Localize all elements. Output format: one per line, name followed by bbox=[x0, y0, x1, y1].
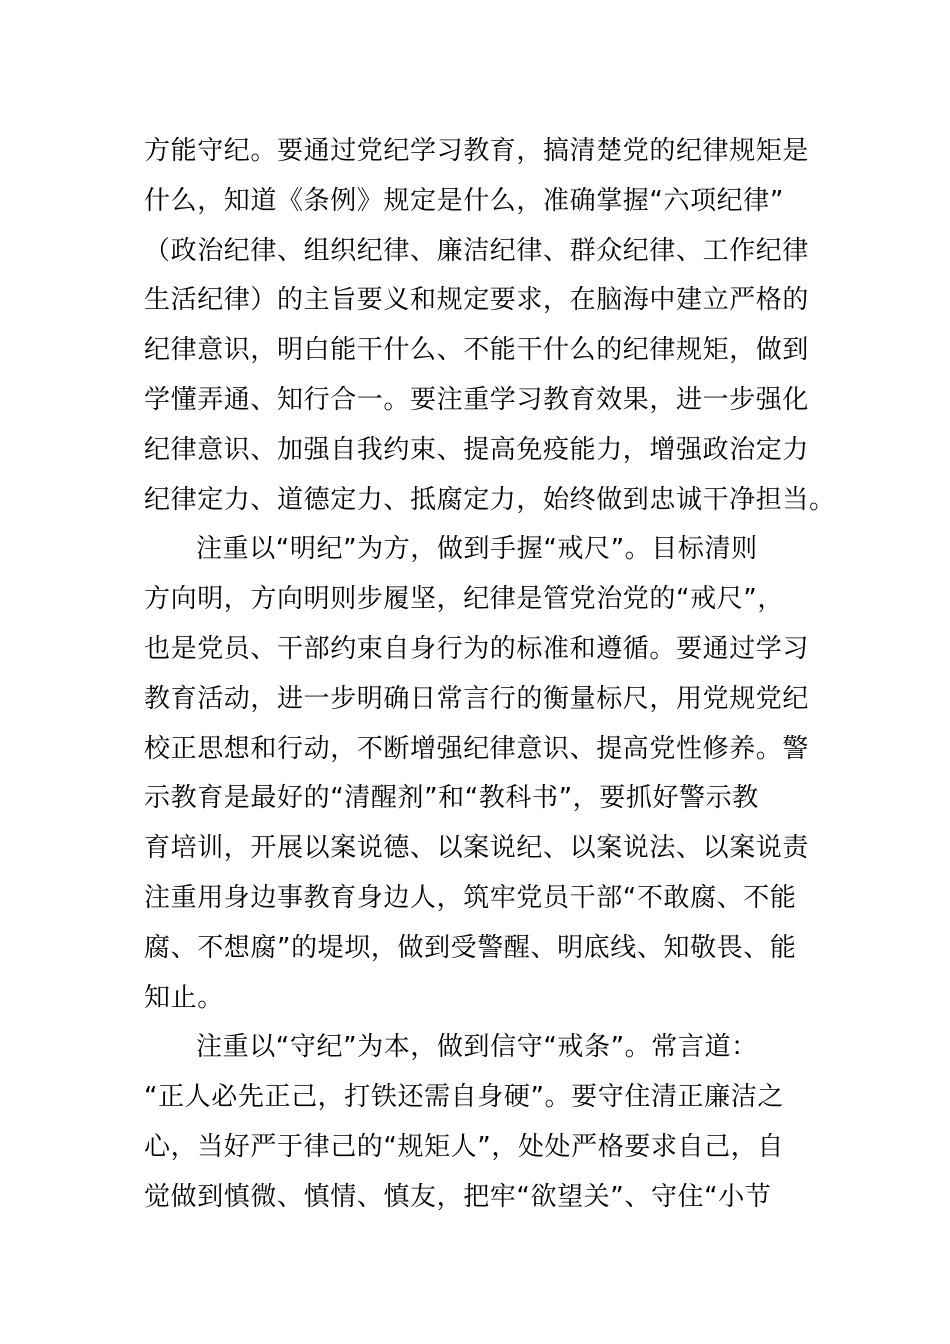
text-line: 心，当好严于律己的“规矩人”，处处严格要求自己，自 bbox=[144, 1131, 784, 1162]
text-line: 觉做到慎微、慎情、慎友，把牢“欲望关”、守住“小节 bbox=[144, 1181, 772, 1212]
body-text bbox=[144, 127, 836, 1223]
text-line: 校正思想和行动，不断增强纪律意识、提高党性修养。警 bbox=[144, 733, 810, 764]
text-line: 纪律意识，明白能干什么、不能干什么的纪律规矩，做到 bbox=[144, 335, 810, 366]
text-line: 方向明，方向明则步履坚，纪律是管党治党的“戒尺”， bbox=[144, 584, 784, 615]
text-line: 教育活动，进一步明确日常言行的衡量标尺，用党规党纪 bbox=[144, 683, 810, 714]
text-line: 示教育是最好的“清醒剂”和“教科书”，要抓好警示教 bbox=[144, 783, 759, 814]
text-line: 知止。 bbox=[144, 982, 224, 1013]
text-line: 腐、不想腐”的堤坝，做到受警醒、明底线、知敬畏、能 bbox=[144, 932, 797, 963]
text-line: 纪律意识、加强自我约束、提高免疫能力，增强政治定力 bbox=[144, 434, 810, 465]
text-line: 方能守纪。要通过党纪学习教育，搞清楚党的纪律规矩是 bbox=[144, 136, 810, 166]
text-line: 生活纪律）的主旨要义和规定要求，在脑海中建立严格的 bbox=[144, 285, 810, 316]
text-line: 什么，知道《条例》规定是什么，准确掌握“六项纪律” bbox=[144, 185, 784, 216]
text-line: 育培训，开展以案说德、以案说纪、以案说法、以案说责 bbox=[144, 833, 810, 864]
text-line: （政治纪律、组织纪律、廉洁纪律、群众纪律、工作纪律 bbox=[144, 235, 810, 266]
paragraph-start-line: 注重以“守纪”为本，做到信守“戒条”。常言道： bbox=[196, 1032, 758, 1063]
paragraph-start-line: 注重以“明纪”为方，做到手握“戒尺”。目标清则 bbox=[196, 534, 758, 565]
text-line: 纪律定力、道德定力、抵腐定力，始终做到忠诚干净担当。 bbox=[144, 484, 836, 515]
text-line: “正人必先正己，打铁还需自身硬”。要守住清正廉洁之 bbox=[144, 1082, 784, 1113]
text-line: 注重用身边事教育身边人，筑牢党员干部“不敢腐、不能 bbox=[144, 882, 797, 913]
text-line: 也是党员、干部约束自身行为的标准和遵循。要通过学习 bbox=[144, 633, 810, 664]
text-line: 学懂弄通、知行合一。要注重学习教育效果，进一步强化 bbox=[144, 384, 810, 415]
